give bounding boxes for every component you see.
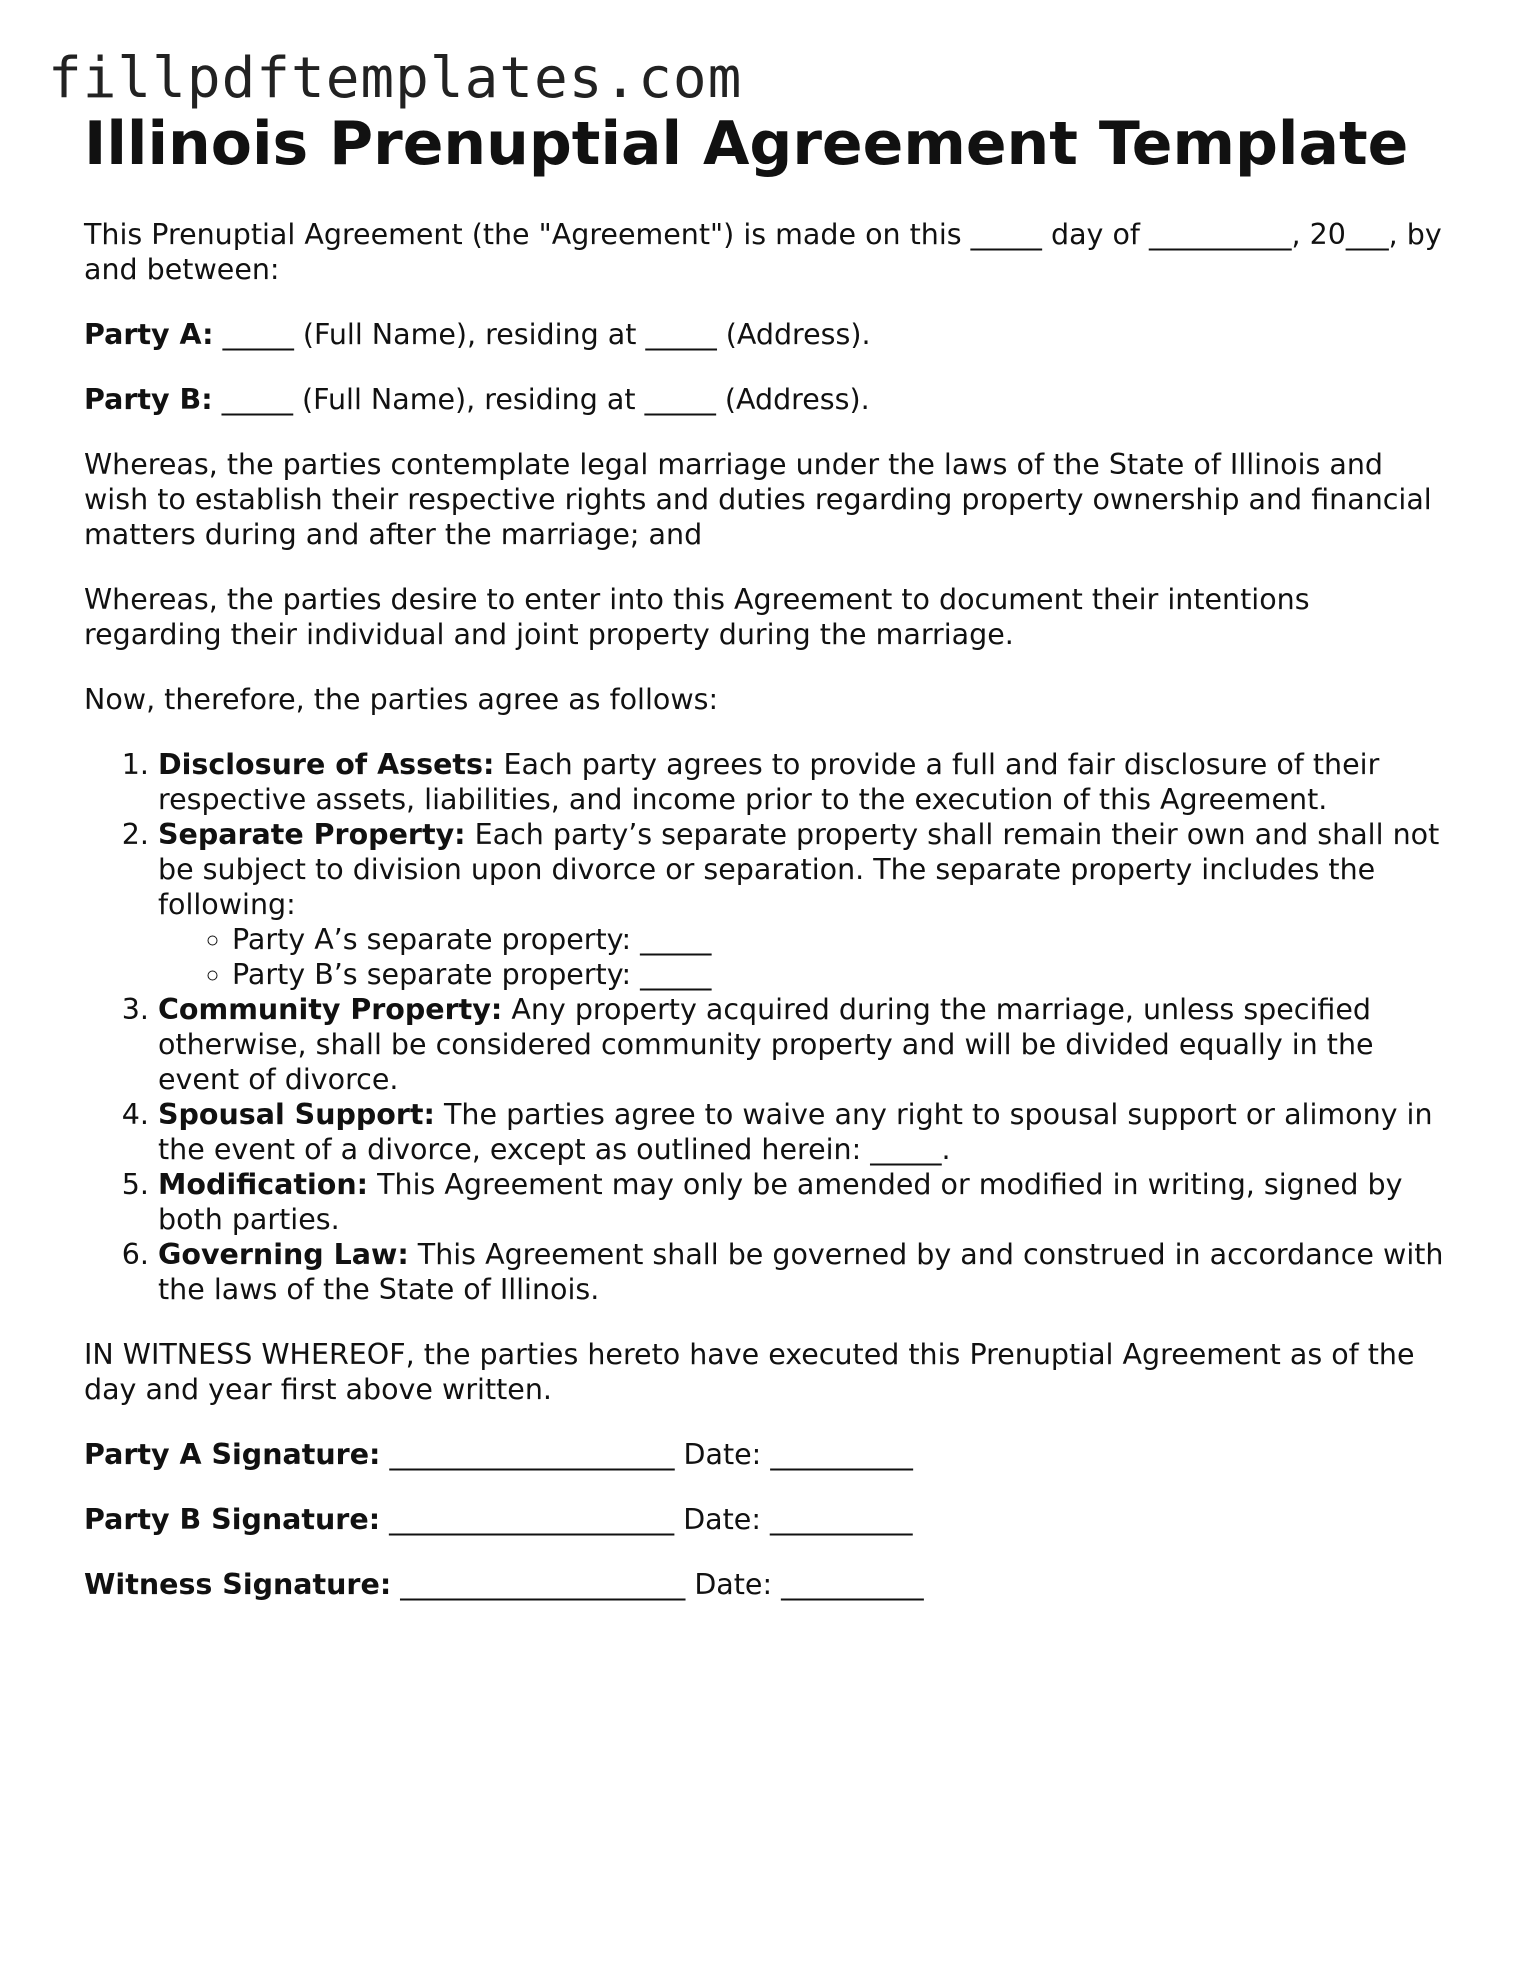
signature-line-party-b (84, 1502, 1444, 1537)
party-b-line (84, 382, 1444, 417)
clause-text: This Agreement may only be amended or modified in writing, signed by both parties. (158, 1168, 1403, 1236)
signature-line-witness (84, 1567, 1444, 1602)
watermark: fillpdftemplates.com (48, 46, 743, 111)
clause-item (158, 1097, 1444, 1167)
separate-property-list (158, 922, 1444, 992)
party-a-text: _____ (Full Name), residing at _____ (Address). (213, 318, 871, 351)
witness-clause: IN WITNESS WHEREOF, the parties hereto have executed this Prenuptial Agreement as of the day and year first above written. (84, 1338, 1415, 1406)
clause-heading: Governing Law: (158, 1238, 409, 1271)
clause-item (158, 1237, 1444, 1307)
clause-item (158, 1167, 1444, 1237)
clause-item (158, 817, 1444, 992)
clause-list (84, 747, 1444, 1307)
signature-label: Witness Signature: (84, 1568, 392, 1601)
clause-text: Each party’s separate property shall remain their own and shall not be subject to division upon divorce or separation. The separate property includes the following: (158, 818, 1440, 921)
clause-text: Each party agrees to provide a full and fair disclosure of their respective assets, liabilities, and income prior to the execution of this Agreement. (158, 748, 1380, 816)
sublist-item: ◦ Party A’s separate property: _____ (232, 922, 1444, 957)
clause-heading: Spousal Support: (158, 1098, 435, 1131)
signature-line-party-a (84, 1437, 1444, 1472)
clause-text: Any property acquired during the marriage, unless specified otherwise, shall be considered community property and will be divided equally in the event of divorce. (158, 993, 1374, 1096)
clause-heading: Disclosure of Assets: (158, 748, 495, 781)
page-title: Illinois Prenuptial Agreement Template (84, 109, 1409, 179)
clause-heading: Separate Property: (158, 818, 466, 851)
intro-paragraph: This Prenuptial Agreement (the "Agreement") is made on this _____ day of __________, 20___, by and between: (84, 218, 1442, 286)
document-body (84, 217, 1444, 1602)
signature-blank: ____________________ Date: __________ (391, 1568, 924, 1601)
signature-label: Party B Signature: (84, 1503, 381, 1536)
party-b-label: Party B: (84, 383, 213, 416)
signature-blank: ____________________ Date: __________ (380, 1438, 913, 1471)
clause-item (158, 992, 1444, 1097)
clause-text: The parties agree to waive any right to spousal support or alimony in the event of a divorce, except as outlined herein: _____. (158, 1098, 1433, 1166)
party-b-text: _____ (Full Name), residing at _____ (Address). (212, 383, 870, 416)
clause-item (158, 747, 1444, 817)
signature-label: Party A Signature: (84, 1438, 381, 1471)
sublist-item: ◦ Party B’s separate property: _____ (232, 957, 1444, 992)
clause-text: This Agreement shall be governed by and construed in accordance with the laws of the State of Illinois. (158, 1238, 1444, 1306)
party-a-label: Party A: (84, 318, 214, 351)
signature-blank: ____________________ Date: __________ (380, 1503, 913, 1536)
clause-heading: Community Property: (158, 993, 503, 1026)
clause-heading: Modification: (158, 1168, 369, 1201)
whereas-paragraph-2: Whereas, the parties desire to enter into this Agreement to document their intentions regarding their individual and joint property during the marriage. (84, 583, 1310, 651)
party-a-line (84, 317, 1444, 352)
now-therefore-paragraph: Now, therefore, the parties agree as follows: (84, 683, 719, 716)
document (84, 104, 1444, 1602)
whereas-paragraph-1: Whereas, the parties contemplate legal marriage under the laws of the State of Illinois and wish to establish their respective rights and duties regarding property ownership and financial matters during and after the marriage; and (84, 448, 1432, 551)
